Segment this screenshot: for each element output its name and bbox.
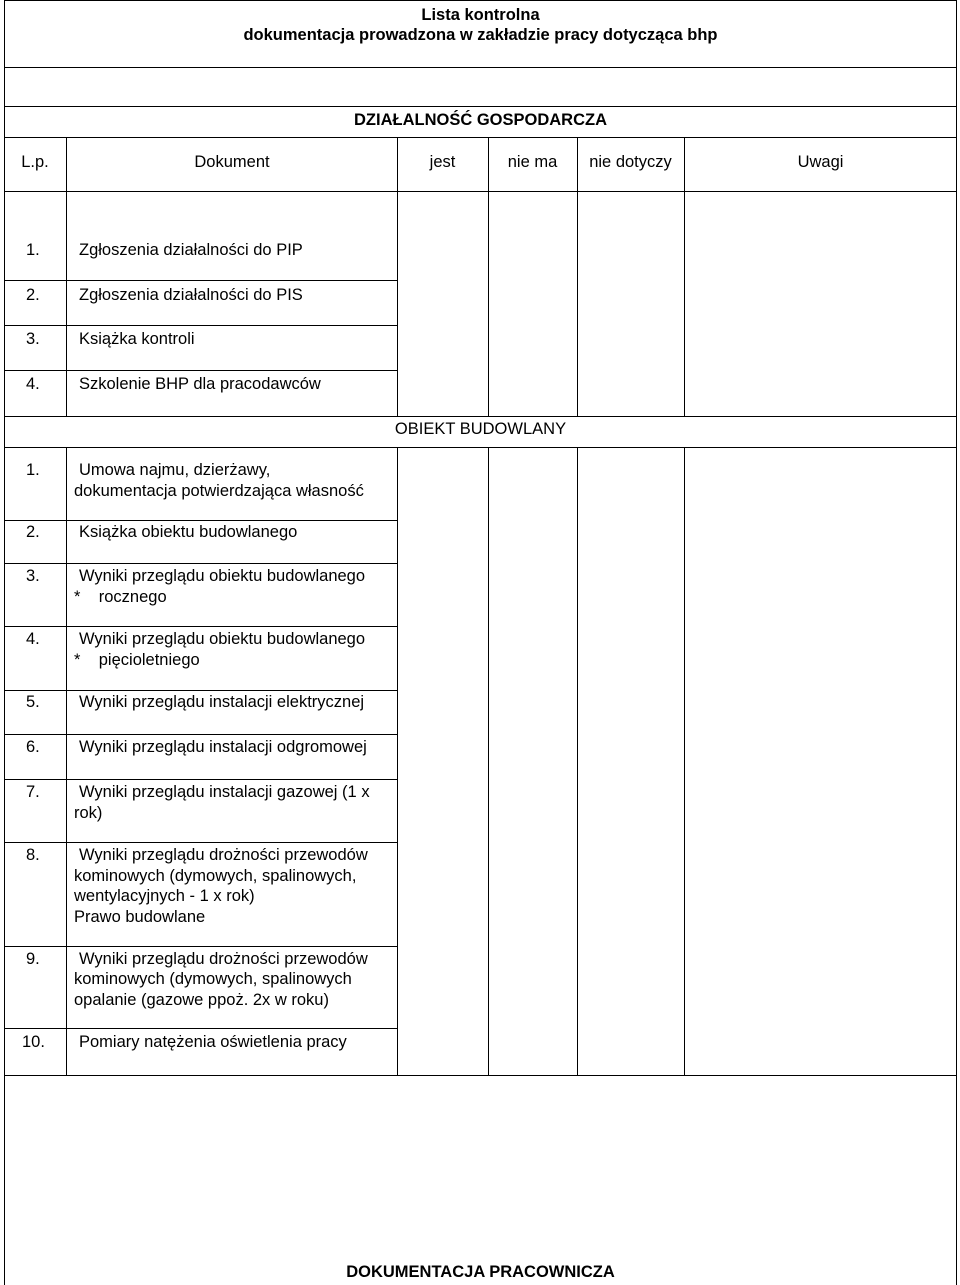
column-header-nie-ma: nie ma bbox=[507, 153, 558, 171]
column-line bbox=[66, 447, 67, 1075]
column-line bbox=[488, 447, 489, 1075]
column-line bbox=[684, 447, 685, 1075]
column-line bbox=[577, 137, 578, 416]
divider bbox=[4, 106, 957, 107]
row-line bbox=[4, 1028, 397, 1029]
row-line bbox=[4, 370, 397, 371]
row-number: 10. bbox=[22, 1033, 45, 1051]
section-title-dokumentacja-pracownicza: DOKUMENTACJA PRACOWNICZA bbox=[346, 1263, 615, 1281]
row-document: Książka obiektu budowlanego bbox=[79, 523, 298, 541]
column-header-uwagi: Uwagi bbox=[797, 153, 844, 171]
divider bbox=[4, 137, 957, 138]
row-number: 1. bbox=[26, 461, 40, 479]
row-document: Pomiary natężenia oświetlenia pracy bbox=[79, 1033, 347, 1051]
row-line bbox=[4, 779, 397, 780]
row-line bbox=[4, 842, 397, 843]
column-line bbox=[684, 137, 685, 416]
row-number: 9. bbox=[26, 950, 40, 968]
column-header-dokument: Dokument bbox=[194, 153, 270, 171]
row-number: 4. bbox=[26, 375, 40, 393]
row-document: kominowych (dymowych, spalinowych bbox=[74, 970, 352, 988]
row-document: kominowych (dymowych, spalinowych, bbox=[74, 867, 357, 885]
column-header-nie-dotyczy: nie dotyczy bbox=[589, 153, 672, 171]
row-line bbox=[4, 520, 397, 521]
row-number: 3. bbox=[26, 567, 40, 585]
row-document: wentylacyjnych - 1 x rok) bbox=[74, 887, 255, 905]
divider bbox=[4, 447, 957, 448]
row-document: Szkolenie BHP dla pracodawców bbox=[79, 375, 321, 393]
row-number: 4. bbox=[26, 630, 40, 648]
divider bbox=[4, 416, 957, 417]
row-document: Zgłoszenia działalności do PIS bbox=[79, 286, 303, 304]
row-document: Książka kontroli bbox=[79, 330, 195, 348]
row-number: 8. bbox=[26, 846, 40, 864]
row-document: * pięcioletniego bbox=[74, 651, 200, 669]
divider bbox=[4, 67, 957, 68]
row-document: Wyniki przeglądu instalacji odgromowej bbox=[79, 738, 367, 756]
row-document: Zgłoszenia działalności do PIP bbox=[79, 241, 303, 259]
row-line bbox=[4, 946, 397, 947]
row-document: Umowa najmu, dzierżawy, bbox=[79, 461, 271, 479]
title-line-1: Lista kontrolna bbox=[421, 6, 540, 24]
divider bbox=[4, 191, 957, 192]
row-number: 3. bbox=[26, 330, 40, 348]
row-document: Wyniki przeglądu obiektu budowlanego bbox=[79, 567, 366, 585]
row-document: Prawo budowlane bbox=[74, 908, 206, 926]
column-header-jest: jest bbox=[429, 153, 456, 171]
row-number: 2. bbox=[26, 523, 40, 541]
row-number: 2. bbox=[26, 286, 40, 304]
row-document: rok) bbox=[74, 804, 103, 822]
row-document: Wyniki przeglądu instalacji gazowej (1 x bbox=[79, 783, 370, 801]
column-line bbox=[397, 137, 398, 416]
row-number: 5. bbox=[26, 693, 40, 711]
row-document: dokumentacja potwierdzająca własność bbox=[74, 482, 364, 500]
row-line bbox=[4, 325, 397, 326]
divider bbox=[4, 1075, 957, 1076]
row-line bbox=[4, 626, 397, 627]
row-line bbox=[4, 690, 397, 691]
row-document: * rocznego bbox=[74, 588, 167, 606]
section-title-dzialalnosc: DZIAŁALNOŚĆ GOSPODARCZA bbox=[354, 111, 607, 129]
row-number: 6. bbox=[26, 738, 40, 756]
row-line bbox=[4, 734, 397, 735]
column-line bbox=[397, 447, 398, 1075]
column-line bbox=[66, 137, 67, 416]
row-document: Wyniki przeglądu obiektu budowlanego bbox=[79, 630, 366, 648]
column-header-lp: L.p. bbox=[21, 153, 49, 171]
column-line bbox=[488, 137, 489, 416]
row-number: 7. bbox=[26, 783, 40, 801]
row-document: Wyniki przeglądu drożności przewodów bbox=[79, 950, 368, 968]
row-document: opalanie (gazowe ppoż. 2x w roku) bbox=[74, 991, 329, 1009]
row-line bbox=[4, 280, 397, 281]
row-document: Wyniki przeglądu instalacji elektrycznej bbox=[79, 693, 365, 711]
section-title-obiekt: OBIEKT BUDOWLANY bbox=[394, 420, 567, 438]
title-line-2: dokumentacja prowadzona w zakładzie pracy dotycząca bhp bbox=[243, 26, 718, 44]
row-number: 1. bbox=[26, 241, 40, 259]
row-document: Wyniki przeglądu drożności przewodów bbox=[79, 846, 368, 864]
row-line bbox=[4, 563, 397, 564]
column-line bbox=[577, 447, 578, 1075]
